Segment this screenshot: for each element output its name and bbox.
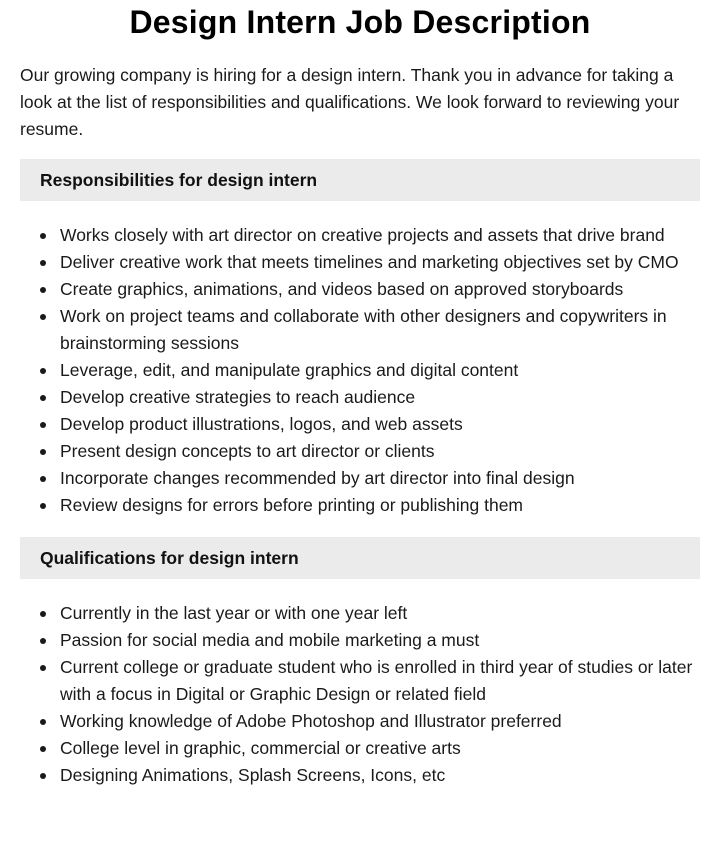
- list-item: Work on project teams and collaborate with other designers and copywriters in brainstorming sessions: [20, 303, 700, 357]
- list-item: Designing Animations, Splash Screens, Icons, etc: [20, 762, 700, 789]
- list-item: Current college or graduate student who is enrolled in third year of studies or later with a focus in Digital or Graphic Design or related field: [20, 654, 700, 708]
- list-item: Working knowledge of Adobe Photoshop and Illustrator preferred: [20, 708, 700, 735]
- list-item: Incorporate changes recommended by art director into final design: [20, 465, 700, 492]
- list-item: Review designs for errors before printing or publishing them: [20, 492, 700, 519]
- list-item: Develop creative strategies to reach audience: [20, 384, 700, 411]
- list-item: Present design concepts to art director or clients: [20, 438, 700, 465]
- list-item: Passion for social media and mobile marketing a must: [20, 627, 700, 654]
- list-item: Leverage, edit, and manipulate graphics and digital content: [20, 357, 700, 384]
- page-title: Design Intern Job Description: [129, 4, 591, 40]
- responsibilities-heading: Responsibilities for design intern: [20, 159, 700, 201]
- list-item: College level in graphic, commercial or creative arts: [20, 735, 700, 762]
- qualifications-list: [20, 600, 700, 789]
- list-item: Currently in the last year or with one year left: [20, 600, 700, 627]
- responsibilities-list: [20, 222, 700, 519]
- intro-paragraph: Our growing company is hiring for a design intern. Thank you in advance for taking a look at the list of responsibilities and qualifications. We look forward to reviewing your resume.: [20, 65, 680, 139]
- list-item: Create graphics, animations, and videos based on approved storyboards: [20, 276, 700, 303]
- qualifications-heading: Qualifications for design intern: [20, 537, 700, 579]
- list-item: Works closely with art director on creative projects and assets that drive brand: [20, 222, 700, 249]
- list-item: Develop product illustrations, logos, and web assets: [20, 411, 700, 438]
- list-item: Deliver creative work that meets timelines and marketing objectives set by CMO: [20, 249, 700, 276]
